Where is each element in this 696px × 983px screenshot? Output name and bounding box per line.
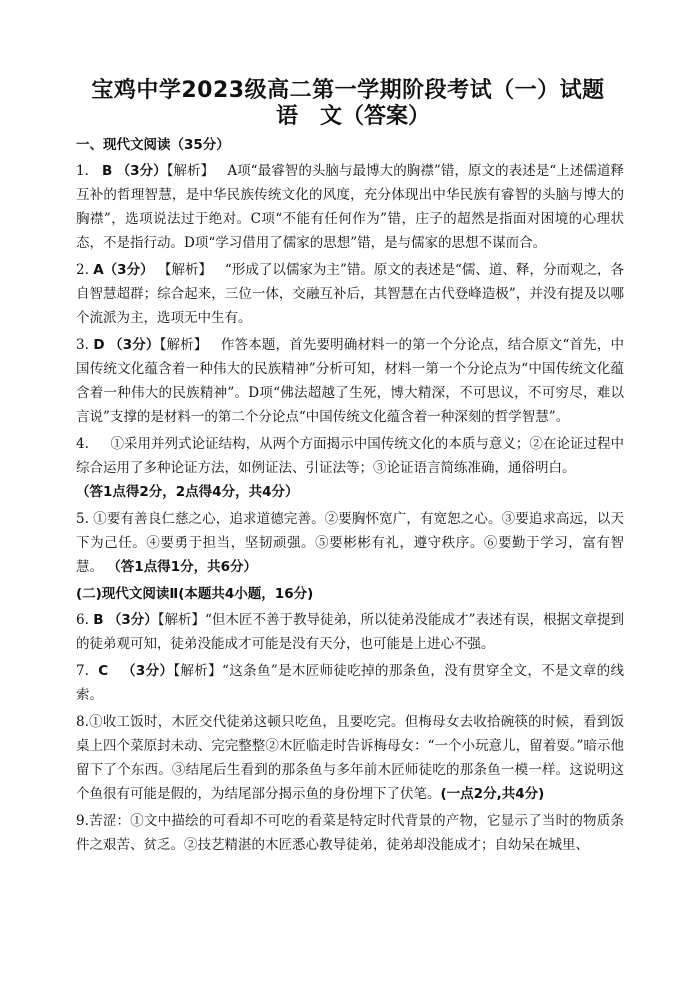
item-answer: C — [98, 663, 109, 679]
item-answer: A — [93, 262, 104, 278]
item-score: （3分） — [103, 262, 154, 278]
answer-item-7 — [76, 659, 624, 707]
item-analysis-tag: 【解析】 — [157, 612, 206, 628]
item-score: （3分） — [107, 612, 158, 628]
item-text: 作答本题，首先要明确材料一的第一个分论点，结合原文“首先，中国传统文化蕴含着一种伟大的民族精神”分析可知，材料一第一个分论点为“中国传统文化蕴含着一种伟大的民族精神”。D项“佛法超越了生死，博大精深，不可思议，不可穷尽，难以言说”支撑的是材料一的第二个分论点“中国传统文化蕴含着一种深刻的哲学智慧”。 — [76, 337, 625, 425]
item-number: 8. — [76, 714, 89, 730]
page-title: 宝鸡中学2023级高二第一学期阶段考试（一）试题 — [91, 78, 605, 103]
item-number: 3. — [76, 337, 89, 353]
item-answer: B — [101, 163, 113, 179]
item-number: 6. — [76, 612, 89, 628]
scoring-note: (一点2分,共4分) — [440, 786, 545, 802]
answer-item-4 — [76, 432, 624, 504]
item-number: 7. — [76, 663, 89, 679]
answer-item-8 — [76, 710, 624, 806]
item-analysis-tag: 【解析】 — [173, 663, 223, 679]
answer-item-1 — [76, 159, 624, 255]
answer-item-3 — [76, 333, 624, 429]
item-text: “形成了以儒家为主”错。原文的表述是“儒、道、释，分而观之，各自智慧超群；综合起来，三位一体，交融互补后，其智慧在古代登峰造极”，并没有提及以哪个流派为主，选项无中生有。 — [76, 262, 625, 326]
item-number: 4. — [76, 436, 89, 452]
item-text: ①要有善良仁慈之心，追求道德完善。②要胸怀宽广，有宽恕之心。③要追求高远，以天下为己任。④要勇于担当，坚韧顽强。⑤要彬彬有礼，遵守秩序。⑥要勤于学习，富有智慧。 — [76, 511, 624, 575]
answer-item-2 — [76, 258, 624, 330]
section-heading-1: 一、现代文阅读（35分） — [76, 137, 230, 153]
section-heading-2: (二)现代文阅读Ⅱ(本题共4小题，16分) — [76, 586, 314, 602]
answer-item-9 — [76, 809, 624, 857]
scoring-note: （答1点得1分，共6分） — [107, 559, 257, 575]
item-text: “但木匠不善于教导徒弟，所以徒弟没能成才”表述有误，根据文章提到的徒弟观可知，徒弟没能成才可能是没有天分，也可能是上进心不强。 — [76, 612, 625, 652]
item-analysis-tag: 【解析】 — [159, 337, 208, 353]
answer-item-5 — [76, 507, 624, 579]
item-answer: D — [93, 337, 105, 353]
answer-content — [76, 133, 624, 860]
item-number: 9. — [76, 813, 89, 829]
scoring-note: （答1点得2分，2点得4分，共4分） — [76, 484, 299, 500]
item-score: （3分） — [122, 663, 174, 679]
item-score: （3分） — [116, 163, 167, 179]
item-number: 5. — [76, 511, 89, 527]
item-text: 苦涩：①文中描绘的可看却不可吃的看菜是特定时代背景的产物，它显示了当时的物质条件之艰苦、贫乏。②技艺精湛的木匠悉心教导徒弟，徒弟却没能成才；自幼呆在城里、 — [76, 813, 624, 853]
item-text: A项“最睿智的头脑与最博大的胸襟”错，原文的表述是“上述儒道释互补的哲理智慧，是中华民族传统文化的风度，充分体现出中华民族有睿智的头脑与博大的胸襟”，选项说法过于绝对。C项“不能有任何作为”错，庄子的超然是指面对困境的心理状态，不是指行动。D项“学习借用了儒家的思想”错，是与儒家的思想不谋而合。 — [76, 163, 625, 251]
item-analysis-tag: 【解析】 — [157, 262, 212, 278]
item-text: “这条鱼”是木匠师徒吃掉的那条鱼，没有贯穿全文，不是文章的线索。 — [76, 663, 625, 703]
item-text: ①收工饭时，木匠交代徒弟这顿只吃鱼，且要吃完。但梅母女去收拾碗筷的时候，看到饭桌上四个菜原封未动、完完整整②木匠临走时告诉梅母女：“一个小玩意儿，留着耍。”暗示他留下了个东西。③结尾后生看到的那条鱼与多年前木匠师徒吃的那条鱼一模一样。这说明这个鱼很有可能是假的，为结尾部分揭示鱼的身份埋下了伏笔。 — [76, 714, 624, 802]
item-answer: B — [93, 612, 104, 628]
item-text: ①采用并列式论证结构，从两个方面揭示中国传统文化的本质与意义；②在论证过程中综合运用了多种论证方法，如例证法、引证法等；③论证语言简练准确，通俗明白。 — [76, 436, 625, 476]
item-analysis-tag: 【解析】 — [166, 163, 215, 179]
item-number: 1. — [76, 163, 89, 179]
item-score: （3分） — [109, 337, 160, 353]
answer-item-6 — [76, 608, 624, 656]
item-number: 2. — [76, 262, 89, 278]
page-subtitle: 语 文（答案） — [275, 104, 430, 129]
